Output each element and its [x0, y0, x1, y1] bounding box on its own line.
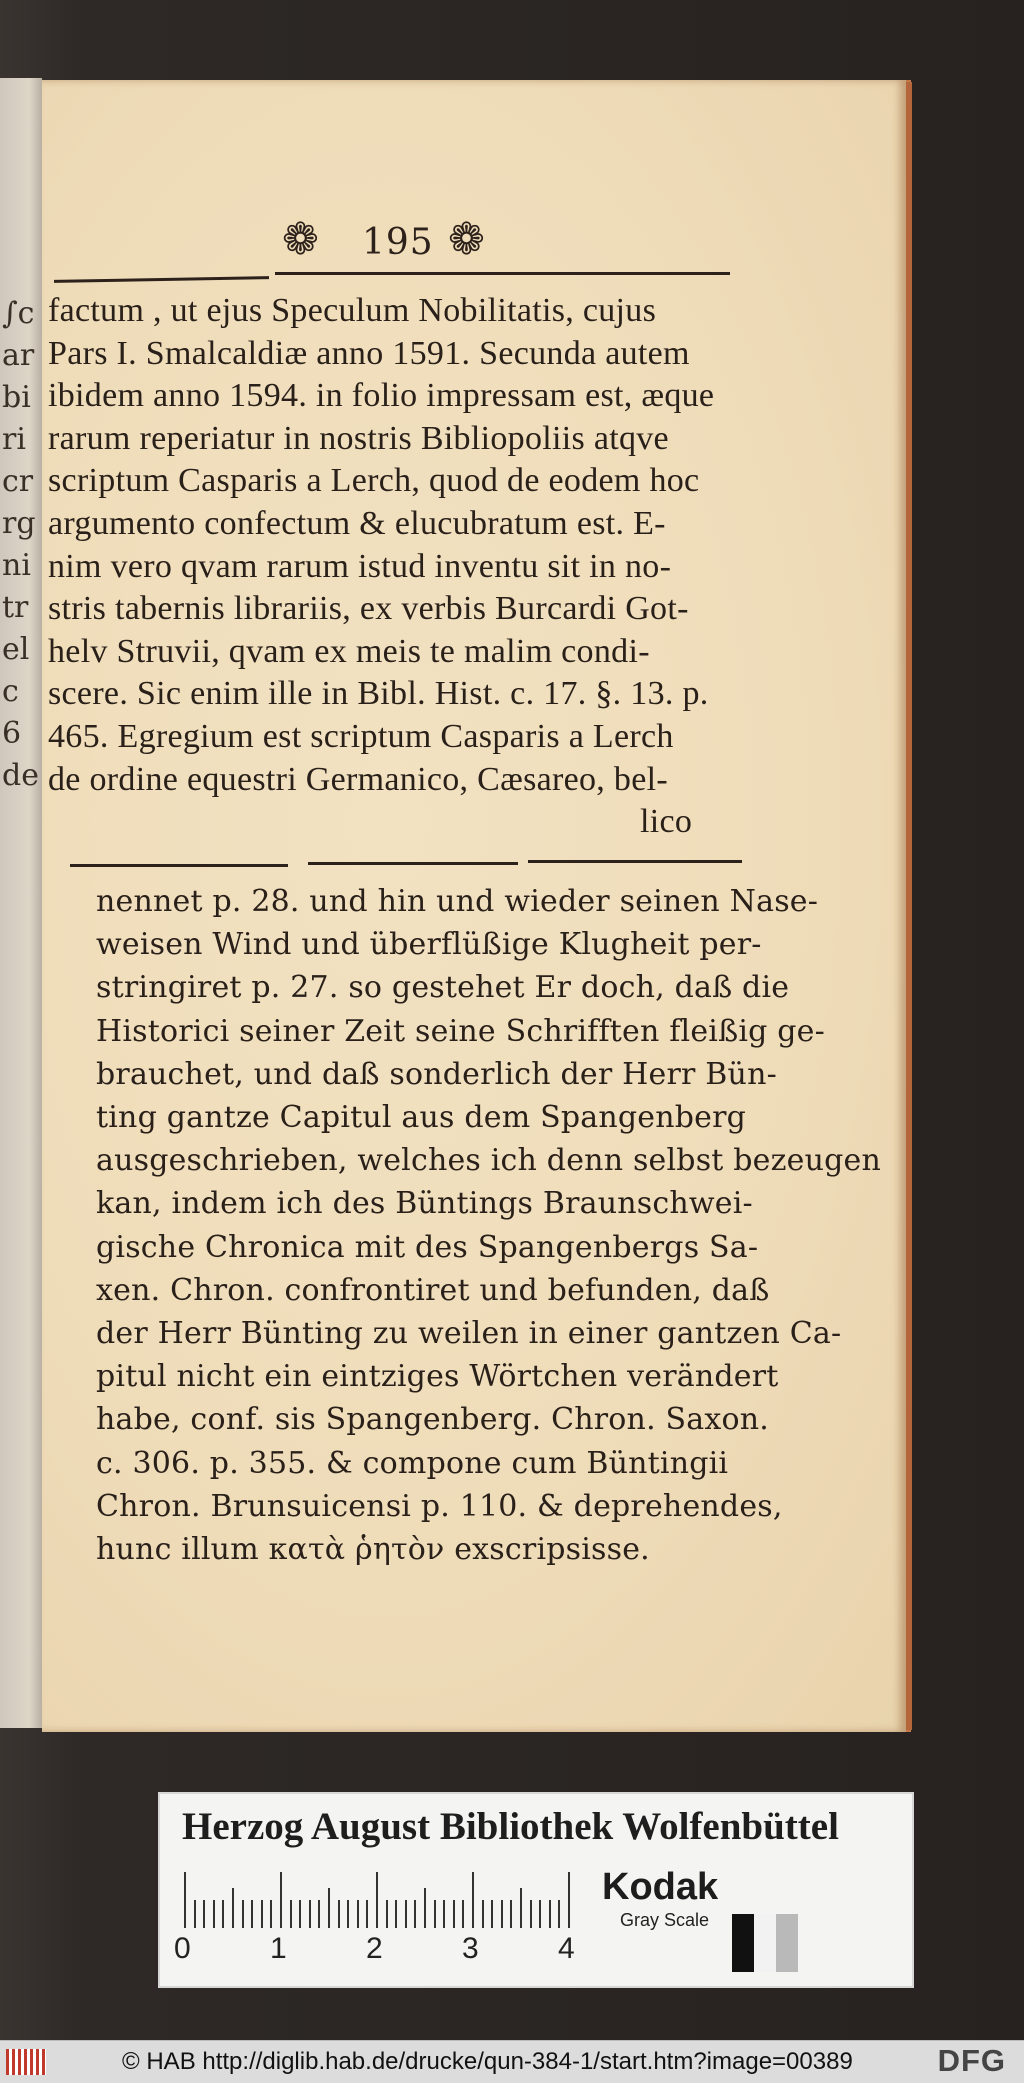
fraktur-text-line: c. 306. p. 355. & compone cum Büntingii [96, 1445, 729, 1481]
divider-rule-3 [528, 860, 742, 863]
fraktur-text-line: ting gantze Capitul aus dem Spangenberg [96, 1100, 747, 1135]
latin-text-line: lico [640, 803, 693, 841]
ruler-tick [222, 1900, 224, 1928]
facing-page-fragment: c [2, 674, 19, 709]
ruler-tick [482, 1900, 484, 1928]
latin-text-line: ibidem anno 1594. in folio impressam est, æque [48, 377, 715, 415]
ruler-tick [203, 1900, 205, 1928]
fraktur-text-line: Chron. Brunsuicensi p. 110. & deprehendes, [96, 1488, 783, 1524]
ruler-tick [539, 1900, 541, 1928]
ruler-tick [328, 1888, 330, 1928]
ruler-tick [462, 1900, 464, 1928]
gray-patch [732, 1914, 754, 1972]
header-rule-right [275, 272, 730, 275]
ruler-tick [318, 1900, 320, 1928]
ruler-tick [184, 1872, 186, 1928]
ruler-tick [366, 1900, 368, 1928]
fraktur-text-line: brauchet, und daß sonderlich der Herr Bün- [96, 1056, 777, 1092]
facing-page-fragment: ar [2, 338, 35, 373]
ruler-tick [510, 1900, 512, 1928]
fraktur-text-line: hunc illum κατὰ ῥητὸν exscripsisse. [96, 1532, 650, 1567]
facing-page-fragment: tr [2, 590, 29, 625]
latin-text-line: factum , ut ejus Speculum Nobilitatis, cujus [48, 292, 657, 329]
gray-patches [732, 1914, 798, 1972]
fraktur-text-line: gische Chronica mit des Spangenbergs Sa- [96, 1229, 759, 1265]
facing-page-fragment: ni [2, 548, 31, 583]
ruler-tick [309, 1900, 311, 1928]
scale-ruler [184, 1872, 584, 1928]
facing-page-fragment: ∫c [2, 296, 35, 331]
ruler-tick [491, 1900, 493, 1928]
ruler-number: 2 [366, 1932, 383, 1965]
ruler-tick [347, 1900, 349, 1928]
ruler-number: 1 [270, 1932, 287, 1965]
fraktur-text-line: ausgeschrieben, welches ich denn selbst bezeugen [96, 1143, 882, 1179]
barcode-icon [6, 2049, 46, 2075]
latin-text-line: rarum reperiatur in nostris Bibliopoliis atqve [48, 419, 669, 457]
footer-bar [0, 2040, 1024, 2083]
latin-text-line: helv Struvii, qvam ex meis te malim condi- [48, 632, 650, 670]
ruler-tick [376, 1872, 378, 1928]
ruler-tick [213, 1900, 215, 1928]
library-name: Herzog August Bibliothek Wolfenbüttel [182, 1805, 839, 1848]
ruler-tick [434, 1900, 436, 1928]
fraktur-text-line: stringiret p. 27. so gestehet Er doch, daß die [96, 970, 790, 1006]
ruler-tick [558, 1900, 560, 1928]
ruler-tick [395, 1900, 397, 1928]
ruler-number: 3 [462, 1932, 479, 1965]
ruler-tick [251, 1900, 253, 1928]
ruler-tick [270, 1900, 272, 1928]
latin-text-line: scere. Sic enim ille in Bibl. Hist. c. 17. §. 13. p. [48, 675, 709, 713]
kodak-logo: Kodak [602, 1866, 719, 1908]
facing-page-fragment: el [2, 632, 30, 667]
fraktur-text-line: Historici seiner Zeit seine Schrifften fleißig ge- [96, 1013, 825, 1049]
ruler-tick [280, 1872, 282, 1928]
ruler-tick [242, 1900, 244, 1928]
ruler-tick [290, 1900, 292, 1928]
ruler-tick [520, 1888, 522, 1928]
facing-page-fragment: de [2, 758, 39, 793]
ruler-tick [443, 1900, 445, 1928]
gray-patch [776, 1914, 798, 1972]
facing-page-fragment: bi [2, 380, 31, 415]
ruler-tick [549, 1900, 551, 1928]
ruler-tick [232, 1888, 234, 1928]
ruler-number: 4 [558, 1932, 575, 1965]
ruler-tick [501, 1900, 503, 1928]
latin-text-line: argumento confectum & elucubratum est. E- [48, 505, 666, 542]
fraktur-text-line: der Herr Bünting zu weilen in einer gantzen Ca- [96, 1316, 842, 1351]
fraktur-text-line: weisen Wind und überflüßige Klugheit per- [96, 927, 762, 963]
gray-scale-label: Gray Scale [620, 1910, 710, 1930]
facing-page-fragment: ri [2, 422, 26, 457]
latin-text-line: nim vero qvam rarum istud inventu sit in no- [48, 547, 672, 585]
ruler-tick [530, 1900, 532, 1928]
ruler-tick [386, 1900, 388, 1928]
ruler-tick [194, 1900, 196, 1928]
fraktur-text-line: kan, indem ich des Büntings Braunschwei- [96, 1186, 753, 1222]
divider-rule-2 [308, 862, 518, 865]
gray-patch [754, 1914, 776, 1972]
ornament-left-icon: ❁ [282, 214, 319, 265]
facing-page-sliver [0, 78, 42, 1728]
latin-text-line: de ordine equestri Germanico, Cæsareo, bel- [48, 760, 668, 798]
ornament-right-icon: ❁ [448, 214, 485, 265]
ruler-tick [261, 1900, 263, 1928]
latin-text-line: Pars I. Smalcaldiæ anno 1591. Secunda autem [48, 334, 690, 372]
ruler-tick [299, 1900, 301, 1928]
facing-page-fragment: rg [2, 506, 36, 541]
ruler-tick [414, 1900, 416, 1928]
latin-text-line: 465. Egregium est scriptum Casparis a Lerch [48, 718, 674, 755]
fraktur-text-line: habe, conf. sis Spangenberg. Chron. Saxon. [96, 1402, 770, 1438]
ruler-tick [338, 1900, 340, 1928]
ruler-tick [424, 1888, 426, 1928]
ruler-tick [405, 1900, 407, 1928]
divider-rule-1 [70, 864, 288, 867]
ruler-number: 0 [174, 1932, 191, 1965]
copyright-link[interactable]: © HAB http://diglib.hab.de/drucke/qun-384-1/start.htm?image=00389 [122, 2048, 853, 2075]
fraktur-text-line: pitul nicht ein eintziges Wörtchen verändert [96, 1359, 779, 1395]
ruler-tick [357, 1900, 359, 1928]
latin-text-line: scriptum Casparis a Lerch, quod de eodem hoc [48, 462, 700, 500]
ruler-tick [472, 1872, 474, 1928]
ruler-tick [568, 1872, 570, 1928]
fraktur-text-line: nennet p. 28. und hin und wieder seinen Nase- [96, 884, 819, 919]
fraktur-text-line: xen. Chron. confrontiret und befunden, daß [96, 1272, 770, 1308]
page-edge [906, 82, 912, 1730]
calibration-card [158, 1792, 914, 1988]
facing-page-fragment: cr [2, 464, 34, 499]
dfg-logo: DFG [937, 2043, 1006, 2078]
latin-text-line: stris tabernis librariis, ex verbis Burcardi Got- [48, 590, 689, 628]
ruler-tick [453, 1900, 455, 1928]
facing-page-fragment: 6 [2, 716, 22, 751]
page-number: 195 [362, 222, 434, 263]
